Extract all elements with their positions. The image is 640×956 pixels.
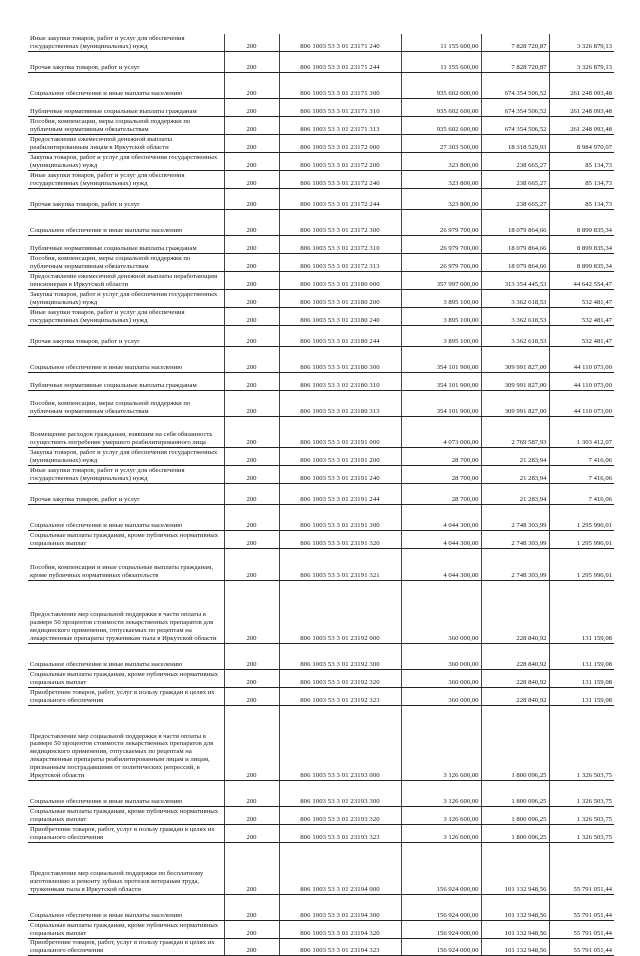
row-line-code: 200 [224,581,279,644]
row-line-code: 200 [224,73,279,99]
row-approved-amount: 3 895 100,00 [401,290,481,308]
row-unexecuted-amount: 7 416,06 [549,466,614,484]
row-description: Прочая закупка товаров, работ и услуг [28,52,224,73]
row-executed-amount: 3 362 618,53 [481,290,549,308]
row-budget-code: 806 1003 53 3 01 23193 000 [279,706,401,781]
row-description: Публичные нормативные социальные выплаты гражданам [28,99,224,117]
row-unexecuted-amount: 55 791 051,44 [549,939,614,956]
row-description: Социальное обеспечение и иные выплаты населению [28,347,224,373]
row-budget-code: 806 1003 53 3 01 23191 321 [279,549,401,581]
table-row [28,99,614,117]
row-executed-amount: 228 840,92 [481,644,549,670]
row-approved-amount: 3 126 600,00 [401,781,481,807]
row-unexecuted-amount: 261 248 093,48 [549,99,614,117]
row-executed-amount: 3 362 618,53 [481,308,549,326]
row-executed-amount: 101 132 948,56 [481,921,549,939]
row-unexecuted-amount: 1 303 412,07 [549,417,614,448]
row-approved-amount: 26 979 700,00 [401,254,481,272]
row-budget-code: 806 1003 53 3 01 23172 200 [279,153,401,171]
row-description: Социальное обеспечение и иные выплаты населению [28,895,224,921]
row-unexecuted-amount: 131 159,08 [549,581,614,644]
row-executed-amount: 18 079 864,66 [481,210,549,236]
row-budget-code: 806 1003 53 3 01 23172 310 [279,236,401,254]
row-approved-amount: 3 895 100,00 [401,326,481,347]
row-unexecuted-amount: 44 110 073,00 [549,347,614,373]
row-line-code: 200 [224,236,279,254]
row-unexecuted-amount: 1 295 996,01 [549,531,614,549]
row-description: Публичные нормативные социальные выплаты гражданам [28,373,224,391]
table-row [28,52,614,73]
row-line-code: 200 [224,921,279,939]
row-line-code: 200 [224,484,279,505]
row-line-code: 200 [224,391,279,417]
row-budget-code: 806 1003 53 3 01 23180 000 [279,272,401,290]
row-executed-amount: 18 079 864,66 [481,254,549,272]
row-unexecuted-amount: 1 295 996,01 [549,549,614,581]
row-unexecuted-amount: 44 110 073,00 [549,391,614,417]
row-unexecuted-amount: 8 899 835,34 [549,236,614,254]
row-budget-code: 806 1003 53 3 01 23192 000 [279,581,401,644]
row-unexecuted-amount: 261 248 093,48 [549,117,614,135]
row-executed-amount: 2 748 303,99 [481,531,549,549]
row-line-code: 200 [224,135,279,153]
row-approved-amount: 360 000,00 [401,644,481,670]
row-budget-code: 806 1003 53 3 01 23180 244 [279,326,401,347]
row-unexecuted-amount: 532 481,47 [549,290,614,308]
row-budget-code: 806 1003 53 3 01 23194 300 [279,895,401,921]
row-unexecuted-amount: 532 481,47 [549,308,614,326]
row-description: Предоставление мер социальной поддержки по бесплатному изготовлению и ремонту зубных протезов ветеранам труда, труженикам тыла в Иркутской области [28,843,224,895]
row-approved-amount: 935 602 600,00 [401,117,481,135]
row-approved-amount: 27 303 500,00 [401,135,481,153]
row-unexecuted-amount: 85 134,73 [549,171,614,189]
row-description: Прочая закупка товаров, работ и услуг [28,326,224,347]
table-row [28,153,614,171]
row-approved-amount: 156 924 000,00 [401,921,481,939]
row-line-code: 200 [224,347,279,373]
row-description: Публичные нормативные социальные выплаты гражданам [28,236,224,254]
table-row [28,326,614,347]
row-approved-amount: 935 602 600,00 [401,99,481,117]
row-executed-amount: 21 283,94 [481,466,549,484]
row-unexecuted-amount: 1 326 503,75 [549,781,614,807]
row-description: Социальное обеспечение и иные выплаты населению [28,781,224,807]
table-row [28,549,614,581]
row-budget-code: 806 1003 53 3 01 23192 323 [279,688,401,706]
row-description: Пособия, компенсации, меры социальной поддержки по публичным нормативным обязательствам [28,254,224,272]
table-row [28,254,614,272]
row-budget-code: 806 1003 53 3 01 23171 240 [279,34,401,52]
row-line-code: 200 [224,505,279,531]
row-executed-amount: 7 828 720,87 [481,34,549,52]
row-unexecuted-amount: 44 642 554,47 [549,272,614,290]
row-executed-amount: 309 991 827,00 [481,373,549,391]
row-description: Приобретение товаров, работ, услуг в пользу граждан в целях их социального обеспечения [28,825,224,843]
table-row [28,34,614,52]
row-budget-code: 806 1003 53 3 01 23171 244 [279,52,401,73]
row-approved-amount: 26 979 700,00 [401,210,481,236]
row-unexecuted-amount: 131 159,08 [549,688,614,706]
row-budget-code: 806 1003 53 3 01 23172 313 [279,254,401,272]
row-description: Социальное обеспечение и иные выплаты населению [28,644,224,670]
table-row [28,373,614,391]
row-line-code: 200 [224,308,279,326]
row-unexecuted-amount: 131 159,08 [549,670,614,688]
row-budget-code: 806 1003 53 3 01 23172 000 [279,135,401,153]
row-executed-amount: 21 283,94 [481,448,549,466]
row-unexecuted-amount: 55 791 051,44 [549,921,614,939]
row-budget-code: 806 1003 53 3 01 23172 240 [279,171,401,189]
row-line-code: 200 [224,549,279,581]
row-description: Пособия, компенсации и иные социальные выплаты гражданам, кроме публичных нормативных обязательств [28,549,224,581]
row-line-code: 200 [224,373,279,391]
row-line-code: 200 [224,825,279,843]
row-executed-amount: 7 828 720,87 [481,52,549,73]
table-row [28,505,614,531]
row-executed-amount: 1 800 096,25 [481,807,549,825]
row-executed-amount: 21 283,94 [481,484,549,505]
row-budget-code: 806 1003 53 3 01 23192 320 [279,670,401,688]
table-row [28,843,614,895]
row-approved-amount: 323 800,00 [401,189,481,210]
row-line-code: 200 [224,272,279,290]
table-row [28,171,614,189]
row-budget-code: 806 1003 53 3 01 23191 300 [279,505,401,531]
row-line-code: 200 [224,417,279,448]
row-approved-amount: 354 101 900,00 [401,347,481,373]
row-unexecuted-amount: 3 326 879,13 [549,34,614,52]
row-approved-amount: 3 126 600,00 [401,807,481,825]
row-description: Предоставление мер социальной поддержки в части оплаты в размере 50 процентов стоимости лекарственных препаратов для медицинского применения, отпускаемых по рецептам на лекарственные препараты труженикам тыла в Иркутской области [28,581,224,644]
table-row [28,781,614,807]
row-description: Пособия, компенсации, меры социальной поддержки по публичным нормативным обязательствам [28,391,224,417]
row-description: Прочая закупка товаров, работ и услуг [28,189,224,210]
row-line-code: 200 [224,670,279,688]
row-unexecuted-amount: 261 248 093,48 [549,73,614,99]
row-line-code: 200 [224,939,279,956]
row-budget-code: 806 1003 53 3 01 23194 320 [279,921,401,939]
table-row [28,895,614,921]
row-approved-amount: 360 000,00 [401,670,481,688]
row-executed-amount: 101 132 948,56 [481,895,549,921]
row-description: Социальное обеспечение и иные выплаты населению [28,73,224,99]
row-executed-amount: 313 354 445,53 [481,272,549,290]
row-line-code: 200 [224,448,279,466]
row-executed-amount: 309 991 827,00 [481,391,549,417]
table-row [28,688,614,706]
row-approved-amount: 28 700,00 [401,466,481,484]
row-budget-code: 806 1003 53 3 01 23180 313 [279,391,401,417]
budget-execution-table [28,34,614,956]
row-executed-amount: 2 748 303,99 [481,549,549,581]
row-line-code: 200 [224,781,279,807]
row-budget-code: 806 1003 53 3 01 23193 300 [279,781,401,807]
row-executed-amount: 228 840,92 [481,670,549,688]
row-approved-amount: 11 155 600,00 [401,34,481,52]
row-budget-code: 806 1003 53 3 01 23191 200 [279,448,401,466]
row-approved-amount: 360 000,00 [401,581,481,644]
row-budget-code: 806 1003 53 3 01 23180 300 [279,347,401,373]
row-line-code: 200 [224,210,279,236]
row-executed-amount: 2 769 587,93 [481,417,549,448]
row-executed-amount: 238 665,27 [481,171,549,189]
table-row [28,391,614,417]
table-body [28,34,614,955]
row-approved-amount: 354 101 900,00 [401,373,481,391]
row-line-code: 200 [224,644,279,670]
row-unexecuted-amount: 8 899 835,34 [549,254,614,272]
row-approved-amount: 4 044 300,00 [401,531,481,549]
row-executed-amount: 238 665,27 [481,153,549,171]
row-approved-amount: 4 073 000,00 [401,417,481,448]
table-row [28,117,614,135]
row-unexecuted-amount: 8 984 970,07 [549,135,614,153]
row-budget-code: 806 1003 53 3 01 23194 323 [279,939,401,956]
row-approved-amount: 26 979 700,00 [401,236,481,254]
table-row [28,417,614,448]
row-description: Предоставление ежемесячной денежной выплаты неработающим пенсионерам в Иркутской области [28,272,224,290]
row-description: Иные закупки товаров, работ и услуг для обеспечения государственных (муниципальных) нужд [28,34,224,52]
row-unexecuted-amount: 8 899 835,34 [549,210,614,236]
row-executed-amount: 101 132 948,56 [481,843,549,895]
row-description: Пособия, компенсации, меры социальной поддержки по публичным нормативным обязательствам [28,117,224,135]
row-description: Социальное обеспечение и иные выплаты населению [28,210,224,236]
row-executed-amount: 1 800 096,25 [481,706,549,781]
row-approved-amount: 28 700,00 [401,448,481,466]
row-executed-amount: 18 079 864,66 [481,236,549,254]
row-unexecuted-amount: 55 791 051,44 [549,843,614,895]
table-row [28,581,614,644]
row-executed-amount: 1 800 096,25 [481,781,549,807]
row-line-code: 200 [224,807,279,825]
row-approved-amount: 28 700,00 [401,484,481,505]
row-approved-amount: 4 044 300,00 [401,505,481,531]
row-line-code: 200 [224,189,279,210]
row-description: Социальные выплаты гражданам, кроме публичных нормативных социальных выплат [28,531,224,549]
row-executed-amount: 674 354 506,52 [481,99,549,117]
row-budget-code: 806 1003 53 3 01 23193 323 [279,825,401,843]
row-budget-code: 806 1003 53 3 01 23180 200 [279,290,401,308]
row-unexecuted-amount: 7 416,06 [549,484,614,505]
row-executed-amount: 18 318 529,93 [481,135,549,153]
row-unexecuted-amount: 44 110 073,00 [549,373,614,391]
row-line-code: 200 [224,254,279,272]
table-row [28,807,614,825]
row-line-code: 200 [224,688,279,706]
row-description: Закупка товаров, работ и услуг для обеспечения государственных (муниципальных) нужд [28,290,224,308]
row-executed-amount: 2 748 303,99 [481,505,549,531]
row-unexecuted-amount: 1 295 996,01 [549,505,614,531]
row-unexecuted-amount: 3 326 879,13 [549,52,614,73]
row-approved-amount: 11 155 600,00 [401,52,481,73]
row-budget-code: 806 1003 53 3 01 23191 244 [279,484,401,505]
row-approved-amount: 323 800,00 [401,153,481,171]
table-row [28,531,614,549]
row-executed-amount: 1 800 096,25 [481,825,549,843]
row-unexecuted-amount: 1 326 503,75 [549,825,614,843]
row-description: Закупка товаров, работ и услуг для обеспечения государственных (муниципальных) нужд [28,153,224,171]
row-approved-amount: 360 000,00 [401,688,481,706]
row-approved-amount: 156 924 000,00 [401,843,481,895]
table-row [28,706,614,781]
report-page [28,34,614,956]
row-budget-code: 806 1003 53 3 01 23172 244 [279,189,401,210]
row-line-code: 200 [224,153,279,171]
row-approved-amount: 3 895 100,00 [401,308,481,326]
row-unexecuted-amount: 85 134,73 [549,153,614,171]
row-executed-amount: 674 354 506,52 [481,117,549,135]
row-approved-amount: 156 924 000,00 [401,895,481,921]
row-approved-amount: 357 997 000,00 [401,272,481,290]
row-description: Иные закупки товаров, работ и услуг для обеспечения государственных (муниципальных) нужд [28,308,224,326]
row-approved-amount: 3 126 600,00 [401,706,481,781]
row-budget-code: 806 1003 53 3 01 23191 240 [279,466,401,484]
row-description: Предоставление ежемесячной денежной выплаты реабилитированным лицам в Иркутской области [28,135,224,153]
row-unexecuted-amount: 1 326 503,75 [549,807,614,825]
table-row [28,484,614,505]
row-description: Иные закупки товаров, работ и услуг для обеспечения государственных (муниципальных) нужд [28,466,224,484]
row-description: Приобретение товаров, работ, услуг в пользу граждан в целях их социального обеспечения [28,939,224,956]
row-approved-amount: 323 800,00 [401,171,481,189]
row-line-code: 200 [224,843,279,895]
row-line-code: 200 [224,117,279,135]
table-row [28,210,614,236]
row-budget-code: 806 1003 53 3 01 23171 300 [279,73,401,99]
row-executed-amount: 309 991 827,00 [481,347,549,373]
row-line-code: 200 [224,531,279,549]
row-description: Приобретение товаров, работ, услуг в пользу граждан в целях их социального обеспечения [28,688,224,706]
row-description: Социальные выплаты гражданам, кроме публичных нормативных социальных выплат [28,807,224,825]
table-row [28,236,614,254]
row-description: Возмещение расходов гражданам, взявшим на себя обязанность осуществить погребение умершего реабилитированного лица [28,417,224,448]
table-row [28,347,614,373]
table-row [28,825,614,843]
row-line-code: 200 [224,706,279,781]
row-description: Социальное обеспечение и иные выплаты населению [28,505,224,531]
row-budget-code: 806 1003 53 3 01 23180 240 [279,308,401,326]
row-executed-amount: 3 362 618,53 [481,326,549,347]
row-description: Прочая закупка товаров, работ и услуг [28,484,224,505]
row-unexecuted-amount: 131 159,08 [549,644,614,670]
row-unexecuted-amount: 532 481,47 [549,326,614,347]
row-line-code: 200 [224,99,279,117]
row-unexecuted-amount: 7 416,06 [549,448,614,466]
row-description: Закупка товаров, работ и услуг для обеспечения государственных (муниципальных) нужд [28,448,224,466]
row-executed-amount: 238 665,27 [481,189,549,210]
table-row [28,921,614,939]
table-row [28,189,614,210]
row-budget-code: 806 1003 53 3 01 23191 000 [279,417,401,448]
row-executed-amount: 101 132 948,56 [481,939,549,956]
table-row [28,135,614,153]
row-unexecuted-amount: 85 134,73 [549,189,614,210]
table-row [28,290,614,308]
row-description: Иные закупки товаров, работ и услуг для обеспечения государственных (муниципальных) нужд [28,171,224,189]
row-description: Социальные выплаты гражданам, кроме публичных нормативных социальных выплат [28,921,224,939]
row-budget-code: 806 1003 53 3 01 23193 320 [279,807,401,825]
row-unexecuted-amount: 55 791 051,44 [549,895,614,921]
row-executed-amount: 674 354 506,52 [481,73,549,99]
row-approved-amount: 354 101 900,00 [401,391,481,417]
row-description: Социальные выплаты гражданам, кроме публичных нормативных социальных выплат [28,670,224,688]
row-budget-code: 806 1003 53 3 01 23172 300 [279,210,401,236]
row-executed-amount: 228 840,92 [481,688,549,706]
row-approved-amount: 3 126 600,00 [401,825,481,843]
row-budget-code: 806 1003 53 3 01 23191 320 [279,531,401,549]
row-budget-code: 806 1003 53 3 01 23171 310 [279,99,401,117]
table-row [28,308,614,326]
row-approved-amount: 935 602 600,00 [401,73,481,99]
table-row [28,644,614,670]
row-unexecuted-amount: 1 326 503,75 [549,706,614,781]
row-line-code: 200 [224,326,279,347]
row-budget-code: 806 1003 53 3 01 23180 310 [279,373,401,391]
table-row [28,466,614,484]
table-row [28,73,614,99]
table-row [28,448,614,466]
row-line-code: 200 [224,290,279,308]
row-approved-amount: 156 924 000,00 [401,939,481,956]
row-description: Предоставление мер социальной поддержки в части оплаты в размере 50 процентов стоимости лекарственных препаратов для медицинского применения, отпускаемых по рецептам на лекарственные препараты реабилитированным лицам и лицам, признанным пострадавшими от политических репрессий, в Иркутской области [28,706,224,781]
row-budget-code: 806 1003 53 3 01 23192 300 [279,644,401,670]
row-approved-amount: 4 044 300,00 [401,549,481,581]
row-budget-code: 806 1003 53 3 01 23171 313 [279,117,401,135]
row-line-code: 200 [224,52,279,73]
row-line-code: 200 [224,34,279,52]
row-line-code: 200 [224,171,279,189]
row-budget-code: 806 1003 53 3 01 23194 000 [279,843,401,895]
row-line-code: 200 [224,466,279,484]
table-row [28,272,614,290]
row-line-code: 200 [224,895,279,921]
table-row [28,939,614,956]
row-executed-amount: 228 840,92 [481,581,549,644]
table-row [28,670,614,688]
